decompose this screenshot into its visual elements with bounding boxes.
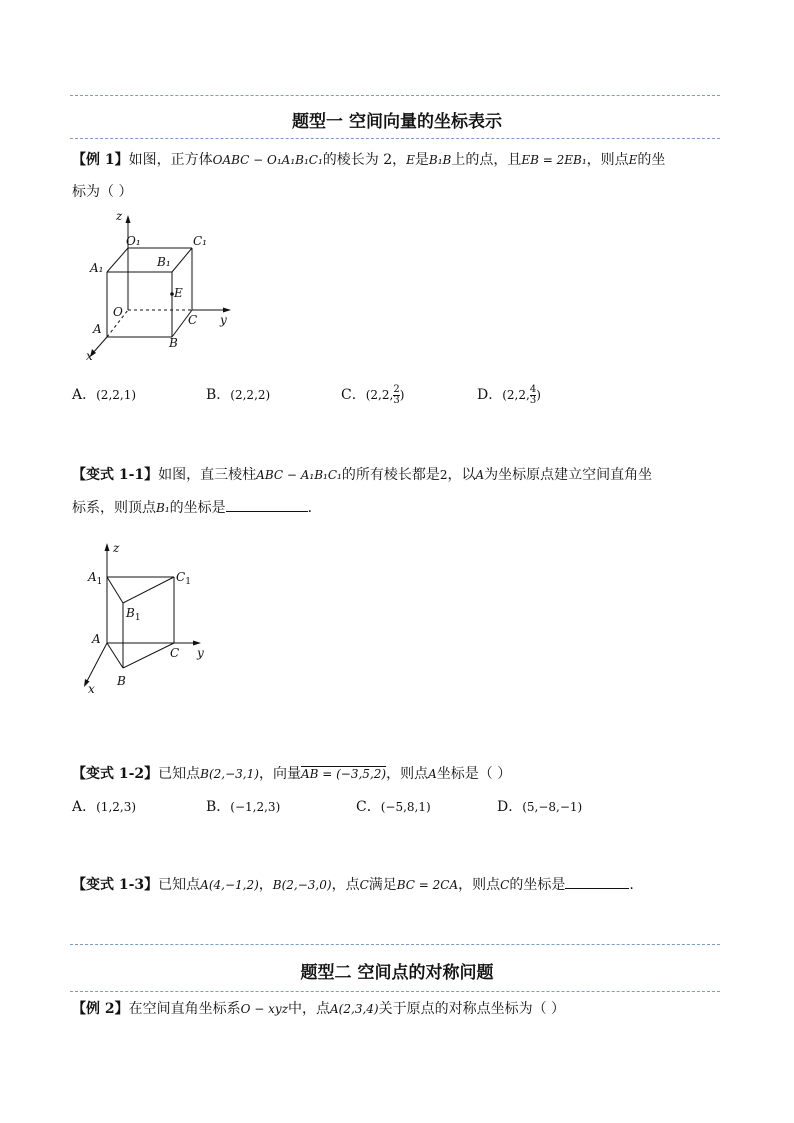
example-2-tag: 【例 2】 xyxy=(72,1001,129,1017)
prism-label-c1: $C_1$ xyxy=(176,570,191,587)
prism-figure xyxy=(80,535,230,700)
variant-1-2-option-c: C．(−5,8,1) xyxy=(356,799,431,815)
variant-1-3-line: 【变式 1-3】已知点A(4,−1,2)，B(2,−3,0)，点C满足BC = 2CA，则点C的坐标是 . xyxy=(72,874,634,895)
example-1-option-c: C．(2,2, $\frac{2}{3}$ ) xyxy=(341,383,405,406)
answer-blank-1-3[interactable] xyxy=(565,874,629,889)
top-divider xyxy=(70,95,720,96)
cube-label-o1: O₁ xyxy=(126,234,141,248)
section-title-2: 题型二 空间点的对称问题 xyxy=(300,963,494,983)
prism-label-z: z xyxy=(113,541,120,555)
example-1-line-2: 标为（ ） xyxy=(72,184,133,200)
prism-label-x: x xyxy=(88,682,95,696)
cube-label-c1: C₁ xyxy=(193,234,207,248)
example-1-line-1: 【例 1】如图，正方体OABC − O₁A₁B₁C₁的棱长为 2，E是B₁B上的点，且EB = 2EB₁，则点E的坐 xyxy=(72,152,666,168)
section-2-top-divider xyxy=(70,944,720,945)
variant-1-1-line-2: 标系，则顶点B₁的坐标是 ． xyxy=(72,497,322,518)
example-2-line: 【例 2】在空间直角坐标系O − xyz中，点A(2,3,4)关于原点的对称点坐标为（ ） xyxy=(72,1001,566,1017)
cube-label-a: A xyxy=(93,322,102,336)
prism-label-y: y xyxy=(197,646,204,660)
cube-label-a1: A₁ xyxy=(90,261,104,275)
answer-blank-1-1[interactable] xyxy=(226,497,308,512)
cube-label-c: C xyxy=(188,313,198,327)
cube-label-b1: B₁ xyxy=(157,255,171,269)
cube-label-o: O xyxy=(113,305,123,319)
example-1-option-d: D．(2,2, $\frac{4}{3}$ ) xyxy=(477,383,541,406)
vector-bc-ca: BC = 2CA xyxy=(396,878,459,892)
variant-1-2-option-a: A．(1,2,3) xyxy=(72,799,137,815)
vector-ab: AB = (−3,5,2) xyxy=(300,767,387,781)
cube-label-e: E xyxy=(174,286,183,300)
section-title-2-divider xyxy=(70,991,720,992)
variant-1-1-line-1: 【变式 1-1】如图，直三棱柱ABC − A₁B₁C₁的所有棱长都是2，以A为坐标原点建立空间直角坐 xyxy=(72,467,653,483)
cube-label-y: y xyxy=(220,313,227,327)
variant-1-2-line: 【变式 1-2】已知点B(2,−3,1)，向量AB = (−3,5,2)，则点A坐标是（ ） xyxy=(72,766,512,782)
prism-label-b: B xyxy=(117,674,126,688)
section-title-1-divider xyxy=(70,138,720,139)
cube-label-b: B xyxy=(169,336,178,350)
variant-1-1-tag: 【变式 1-1】 xyxy=(72,467,159,483)
cube-label-z: z xyxy=(116,212,123,223)
variant-1-3-tag: 【变式 1-3】 xyxy=(72,877,159,893)
prism-label-b1: $B_1$ xyxy=(126,606,141,623)
example-1-option-b: B．(2,2,2) xyxy=(206,387,271,403)
example-1-option-a: A．(2,2,1) xyxy=(72,387,137,403)
variant-1-2-option-d: D．(5,−8,−1) xyxy=(497,799,583,815)
variant-1-2-option-b: B．(−1,2,3) xyxy=(206,799,281,815)
prism-label-a1: $A_1$ xyxy=(88,570,103,587)
cube-figure xyxy=(80,212,250,362)
prism-label-a: A xyxy=(92,632,101,646)
section-title-1: 题型一 空间向量的坐标表示 xyxy=(292,112,502,132)
example-1-tag: 【例 1】 xyxy=(72,152,129,168)
prism-label-c: C xyxy=(170,646,180,660)
variant-1-2-tag: 【变式 1-2】 xyxy=(72,766,159,782)
fraction-four-thirds: $\frac{4}{3}$ xyxy=(529,383,537,406)
fraction-two-thirds: $\frac{2}{3}$ xyxy=(393,383,400,406)
cube-label-x: x xyxy=(86,349,93,362)
